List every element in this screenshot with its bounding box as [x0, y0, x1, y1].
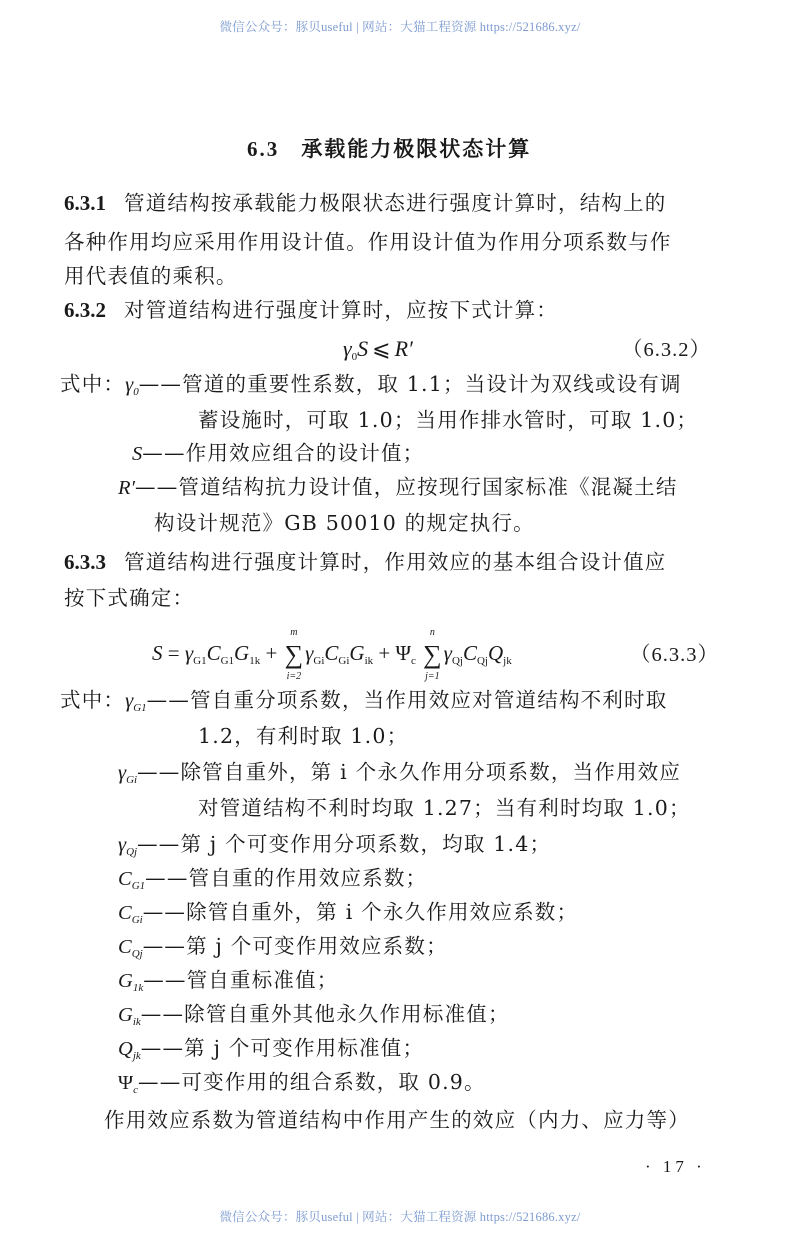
def-c-gi — [118, 902, 578, 924]
plus-sign: + — [378, 640, 391, 665]
def-gamma0-cont: 蓄设施时，可取 1.0；当用作排水管时，可取 1.0； — [198, 408, 699, 432]
em-dash: —— — [137, 760, 181, 784]
em-dash: —— — [142, 934, 187, 958]
em-dash: —— — [143, 968, 187, 992]
em-dash: —— — [135, 475, 179, 499]
subscript: jk — [503, 654, 512, 667]
def-text: 管道结构抗力设计值，应按现行国家标准《混凝土结 — [178, 475, 678, 499]
s-symbol: S — [357, 336, 369, 361]
def-subscript: c — [133, 1084, 139, 1096]
section-number: 6.3 — [247, 137, 280, 161]
def-symbol: C — [118, 868, 132, 890]
def-q-jk — [118, 1038, 424, 1060]
def-subscript: Gi — [126, 774, 138, 786]
subscript: G1 — [193, 654, 207, 667]
def-text: 除管自重外，第 i 个永久作用效应系数； — [186, 900, 579, 924]
relation-symbol: ⩽ — [372, 336, 391, 361]
clause-number: 6.3.3 — [64, 550, 106, 574]
clause-number: 6.3.1 — [64, 191, 106, 215]
em-dash: —— — [142, 441, 186, 465]
subscript: c — [410, 654, 416, 667]
where-label: 式中： — [60, 372, 126, 396]
psi-symbol: Ψ — [395, 640, 411, 665]
def-subscript: Qj — [126, 846, 138, 858]
def-subscript: ik — [132, 1016, 141, 1028]
gamma-gi: γ — [305, 640, 314, 665]
em-dash: —— — [138, 1070, 182, 1094]
def-subscript: jk — [132, 1050, 141, 1062]
watermark-bottom: 微信公众号：豚贝useful | 网站：大猫工程资源 https://521686.xyz/ — [219, 1210, 581, 1224]
def-symbol: S — [132, 443, 143, 465]
def-symbol: C — [118, 902, 132, 924]
def-subscript: Gi — [131, 914, 143, 926]
clause-6-3-1-line-3: 用代表值的乘积。 — [64, 264, 238, 288]
def-symbol: R′ — [118, 477, 136, 499]
def-text: 管自重的作用效应系数； — [188, 866, 428, 890]
clause-6-3-1-line-2: 各种作用均应采用作用设计值。作用设计值为作用分项系数与作 — [64, 230, 672, 254]
clause-6-3-3-line-1 — [64, 552, 667, 573]
def-symbol: C — [118, 936, 132, 958]
def-symbol: G — [118, 970, 133, 992]
summation-j — [423, 627, 442, 682]
c-gi: C — [324, 640, 339, 665]
def-subscript: Qj — [131, 948, 143, 960]
def-symbol: γ — [118, 834, 127, 856]
gamma-qj: γ — [443, 640, 452, 665]
subscript: Qj — [476, 654, 488, 667]
equals-sign: = — [167, 640, 180, 665]
summation-i — [284, 627, 304, 682]
def-text: 除管自重外其他永久作用标准值； — [184, 1002, 510, 1026]
subscript: Gi — [338, 654, 350, 667]
def-subscript: G1 — [133, 702, 147, 714]
def-text: 管自重分项系数，当作用效应对管道结构不利时取 — [190, 688, 668, 712]
plus-sign: + — [265, 640, 278, 665]
c-qj: C — [462, 640, 477, 665]
sum-lower-limit: i=2 — [286, 671, 302, 682]
def-text: 管道的重要性系数，取 1.1；当设计为双线或设有调 — [182, 372, 682, 396]
def-subscript: 1k — [132, 982, 144, 994]
em-dash: —— — [145, 866, 189, 890]
subscript: Qj — [451, 654, 463, 667]
def-R — [118, 477, 678, 499]
em-dash: —— — [142, 900, 187, 924]
sum-upper-limit: n — [429, 627, 435, 638]
em-dash: —— — [137, 832, 181, 856]
def-symbol: G — [118, 1004, 133, 1026]
sigma-icon: ∑ — [423, 640, 442, 669]
def-gamma-g1-cont: 1.2，有利时取 1.0； — [198, 724, 409, 748]
def-gamma-gi-cont: 对管道结构不利时均取 1.27；当有利时均取 1.0； — [198, 796, 691, 820]
def-text: 第 j 个可变作用效应系数； — [186, 934, 448, 958]
where-label: 式中： — [60, 688, 126, 712]
subscript: G1 — [220, 654, 235, 667]
watermark-top: 微信公众号：豚贝useful | 网站：大猫工程资源 https://521686.xyz/ — [219, 20, 581, 34]
def-text: 第 j 个可变作用标准值； — [184, 1036, 425, 1060]
subscript: Gi — [313, 654, 325, 667]
clause-text: 对管道结构进行强度计算时，应按下式计算： — [124, 298, 558, 322]
def-symbol: Ψ — [118, 1072, 134, 1094]
q-jk: Q — [487, 640, 504, 665]
clause-6-3-2-intro — [64, 300, 558, 321]
formula-6-3-3 — [152, 627, 512, 682]
formula-6-3-2 — [343, 336, 413, 363]
def-symbol: Q — [118, 1038, 133, 1060]
page-number: · 17 · — [645, 1157, 706, 1176]
clause-text: 管道结构按承载能力极限状态进行强度计算时，结构上的 — [124, 191, 667, 215]
s-symbol: S — [152, 640, 163, 665]
def-gamma-qj — [118, 834, 551, 856]
def-text: 除管自重外，第 i 个永久作用分项系数，当作用效应 — [180, 760, 682, 784]
clause-number: 6.3.2 — [64, 298, 106, 322]
clause-6-3-3-line-2: 按下式确定： — [64, 586, 195, 610]
def-gamma-g1 — [60, 690, 667, 712]
g-ik: G — [349, 640, 365, 665]
sigma-icon: ∑ — [284, 640, 304, 669]
sum-lower-limit: j=1 — [425, 671, 440, 682]
def-text: 管自重标准值； — [186, 968, 339, 992]
section-heading — [247, 138, 531, 160]
c-g1: C — [206, 640, 221, 665]
closing-paragraph: 作用效应系数为管道结构中作用产生的效应（内力、应力等） — [104, 1108, 690, 1132]
def-g-ik — [118, 1004, 510, 1026]
em-dash: —— — [146, 688, 191, 712]
def-R-cont: 构设计规范》GB 50010 的规定执行。 — [154, 511, 535, 535]
def-g-1k — [118, 970, 339, 992]
def-symbol: γ — [125, 690, 134, 712]
subscript: ik — [364, 654, 374, 667]
section-title: 承载能力极限状态计算 — [301, 136, 532, 161]
def-text: 第 j 个可变作用分项系数，均取 1.4； — [180, 832, 552, 856]
gamma-g1: γ — [184, 640, 194, 665]
def-symbol: γ — [118, 762, 127, 784]
sum-upper-limit: m — [290, 627, 298, 638]
def-gamma-gi — [118, 762, 681, 784]
subscript: 1k — [249, 654, 261, 667]
gamma-subscript: 0 — [351, 351, 358, 363]
g-1k: G — [234, 640, 250, 665]
em-dash: —— — [140, 1002, 185, 1026]
def-c-g1 — [118, 868, 427, 890]
equation-number-6-3-2: （6.3.2） — [622, 339, 711, 361]
equation-number-6-3-3: （6.3.3） — [630, 644, 719, 666]
def-text: 作用效应组合的设计值； — [185, 441, 425, 465]
def-psi-c — [118, 1072, 486, 1094]
clause-6-3-1-line-1 — [64, 193, 667, 214]
def-S — [132, 443, 424, 465]
def-symbol: γ — [125, 374, 134, 396]
def-c-qj — [118, 936, 448, 958]
em-dash: —— — [138, 372, 183, 396]
def-gamma0 — [60, 374, 682, 396]
r-symbol: R′ — [394, 336, 413, 361]
def-subscript: G1 — [131, 880, 146, 892]
clause-text: 管道结构进行强度计算时，作用效应的基本组合设计值应 — [124, 550, 667, 574]
def-subscript: 0 — [133, 386, 139, 398]
em-dash: —— — [140, 1036, 185, 1060]
def-text: 可变作用的组合系数，取 0.9。 — [181, 1070, 486, 1094]
gamma-symbol: γ — [343, 336, 352, 361]
